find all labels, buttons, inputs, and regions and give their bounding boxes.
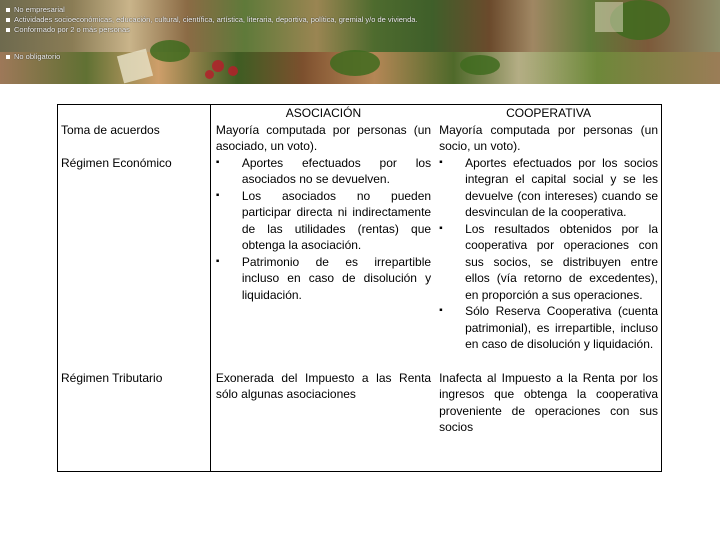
list-item: ▪ Aportes efectuados por los socios integran el capital social y se les devuelve (con intereses) cuando se desvinculan de la cooperativa. — [439, 155, 658, 221]
banner-line: No obligatorio — [6, 52, 60, 61]
banner-line: Conformado por 2 o más personas — [6, 25, 130, 34]
cell-asociacion-acuerdos: Mayoría computada por personas (un asociado, un voto). — [215, 122, 432, 153]
table-row — [57, 353, 662, 436]
cell-cooperativa-acuerdos: Mayoría computada por personas (un socio, un voto). — [439, 122, 658, 153]
header-asociacion: ASOCIACIÓN — [285, 106, 362, 120]
leaf-shape — [150, 40, 190, 62]
coffee-bean-shape — [228, 66, 238, 76]
table-row — [57, 155, 662, 353]
cell-cooperativa-economico — [435, 155, 662, 353]
paper-shape — [595, 2, 623, 32]
header-photo-banner — [0, 0, 720, 84]
cell-asociacion-tributario: Exonerada del Impuesto a las Renta sólo algunas asociaciones — [215, 370, 432, 401]
header-cooperativa: COOPERATIVA — [506, 106, 591, 120]
list-item: ▪ Los asociados no pueden participar directa ni indirectamente de las utilidades (rentas) que obtenga la asociación. — [216, 188, 431, 254]
list-item: ▪ Patrimonio de es irrepartible incluso en caso de disolución y liquidación. — [216, 254, 431, 304]
coffee-bean-shape — [205, 70, 214, 79]
cell-asociacion-economico — [212, 155, 435, 353]
row-label-toma-de-acuerdos: Toma de acuerdos — [61, 122, 160, 137]
banner-line: No empresarial — [6, 5, 65, 14]
table-bottom-border — [57, 471, 662, 472]
list-item: ▪ Aportes efectuados por los asociados no se devuelven. — [216, 155, 431, 188]
banner-line: Actividades socioeconómicas, educación, cultural, científica, artística, literaria, deportiva, política, gremial y/o de vivienda. — [6, 15, 418, 24]
coffee-bean-shape — [212, 60, 224, 72]
leaf-shape — [330, 50, 380, 76]
row-label-regimen-tributario: Régimen Tributario — [61, 370, 163, 385]
cell-cooperativa-tributario: Inafecta al Impuesto a la Renta por los ingresos que obtenga la cooperativa proveniente de operaciones con sus socios — [439, 370, 658, 434]
leaf-shape — [460, 55, 500, 75]
comparison-table — [57, 105, 662, 436]
header-cell-empty — [57, 105, 212, 122]
list-item: ▪ Los resultados obtenidos por la cooperativa por operaciones con sus socios, se distribuyen entre ellos (vía retorno de excedentes), en proporción a sus operaciones. — [439, 221, 658, 304]
table-header-row — [57, 105, 662, 122]
table-row — [57, 122, 662, 155]
row-label-regimen-economico: Régimen Económico — [61, 155, 172, 170]
list-item: ▪ Sólo Reserva Cooperativa (cuenta patrimonial), es irrepartible, incluso en caso de disolución y liquidación. — [439, 303, 658, 353]
